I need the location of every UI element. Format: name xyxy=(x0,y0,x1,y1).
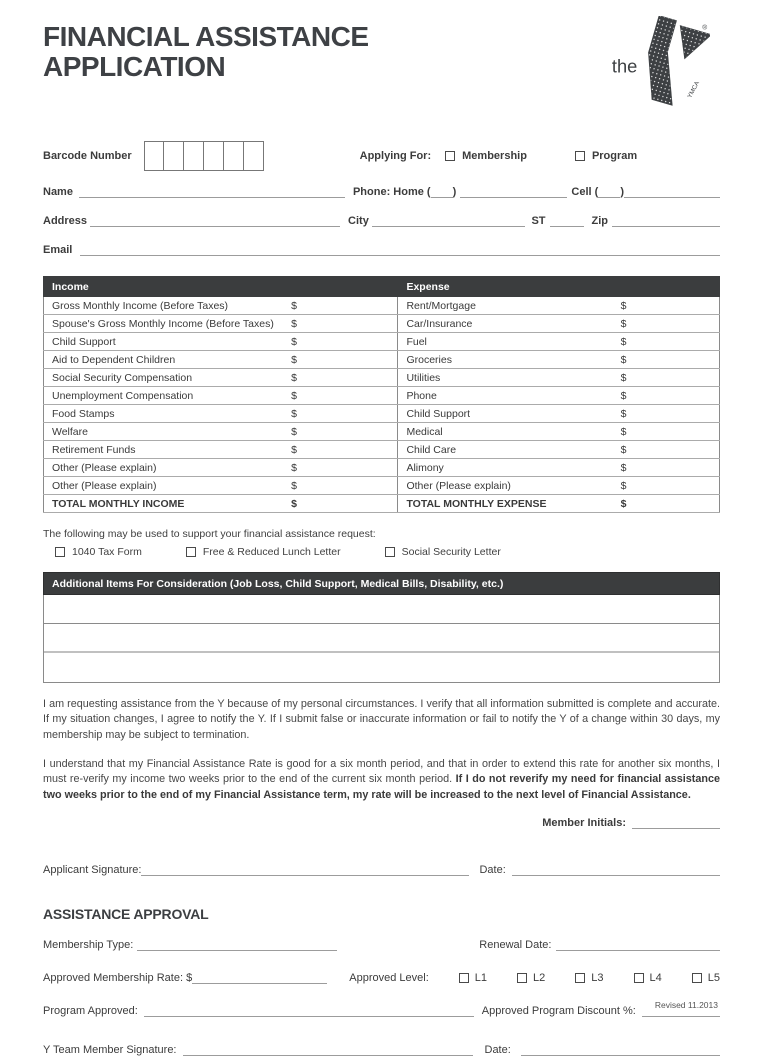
phone-home-paren: ) xyxy=(452,186,457,198)
email-input-line[interactable] xyxy=(80,243,720,256)
income-amount-cell[interactable]: $ xyxy=(283,351,398,369)
expense-amount-cell[interactable]: $ xyxy=(613,387,720,405)
expense-item-label: Rent/Mortgage xyxy=(398,297,613,315)
table-row xyxy=(44,369,720,387)
address-row xyxy=(43,214,720,227)
income-column-header: Income xyxy=(44,277,398,297)
title-line-1: FINANCIAL ASSISTANCE xyxy=(43,21,369,52)
level-l5-checkbox[interactable] xyxy=(692,973,702,983)
expense-amount-cell[interactable]: $ xyxy=(613,423,720,441)
name-input-line[interactable] xyxy=(79,185,345,198)
team-signature-label: Y Team Member Signature: xyxy=(43,1043,177,1056)
address-input-line[interactable] xyxy=(90,214,340,227)
approval-date-label: Date: xyxy=(484,1043,511,1056)
additional-items-line[interactable] xyxy=(44,624,719,653)
signature-date-line[interactable] xyxy=(512,863,720,876)
income-amount-cell[interactable]: $ xyxy=(283,297,398,315)
income-item-label: Social Security Compensation xyxy=(44,369,284,387)
zip-label: Zip xyxy=(591,215,608,227)
additional-items-header: Additional Items For Consideration (Job Loss, Child Support, Medical Bills, Disability, etc.) xyxy=(43,572,720,595)
st-label: ST xyxy=(531,215,546,227)
assistance-approval-title: ASSISTANCE APPROVAL xyxy=(43,905,209,922)
income-item-label: Child Support xyxy=(44,333,284,351)
table-row xyxy=(44,387,720,405)
approved-rate-label: Approved Membership Rate: $ xyxy=(43,971,193,984)
expense-column-header: Expense xyxy=(398,277,720,297)
program-label: Program xyxy=(591,150,638,162)
expense-amount-cell[interactable]: $ xyxy=(613,351,720,369)
lunch-letter-checkbox[interactable] xyxy=(186,547,196,557)
level-l1-label: L1 xyxy=(474,971,487,984)
additional-items-line[interactable] xyxy=(44,595,719,624)
level-l4-checkbox[interactable] xyxy=(634,973,644,983)
barcode-box[interactable] xyxy=(184,141,204,171)
level-l5-label: L5 xyxy=(707,971,720,984)
renewal-date-label: Renewal Date: xyxy=(479,938,552,951)
declaration-paragraph-1: I am requesting assistance from the Y because of my personal circumstances. I verify that all information submitted is complete and accurate. If my situation changes, I agree to notify the Y. If I submit false or inaccurate information or fail to notify the Y of a change within 30 days, my membership may be subject to termination. xyxy=(43,698,720,741)
svg-text:®: ® xyxy=(702,24,708,32)
income-item-label: Unemployment Compensation xyxy=(44,387,284,405)
table-total-row xyxy=(44,495,720,513)
city-label: City xyxy=(348,215,369,227)
program-discount-label: Approved Program Discount %: xyxy=(481,1004,636,1017)
expense-amount-cell[interactable]: $ xyxy=(613,369,720,387)
expense-amount-cell[interactable]: $ xyxy=(613,441,720,459)
income-amount-cell[interactable]: $ xyxy=(283,405,398,423)
level-l5-option[interactable] xyxy=(692,972,720,984)
income-amount-cell[interactable]: $ xyxy=(283,441,398,459)
level-l3-label: L3 xyxy=(591,971,604,984)
expense-item-label: Car/Insurance xyxy=(398,315,613,333)
income-amount-cell[interactable]: $ xyxy=(283,333,398,351)
barcode-box[interactable] xyxy=(144,141,164,171)
name-label: Name xyxy=(43,186,73,198)
declaration-2-bold: If I do not reverify my need for financial assistance two weeks prior to the end of my Financial Assistance term, my rate will be increased to the next level of Financial Assistance. xyxy=(43,773,720,801)
program-approved-row xyxy=(43,1004,720,1017)
level-l2-checkbox[interactable] xyxy=(517,973,527,983)
income-item-label: Other (Please explain) xyxy=(44,477,284,495)
level-l1-checkbox[interactable] xyxy=(459,973,469,983)
svg-text:the: the xyxy=(611,55,638,77)
income-item-label: Other (Please explain) xyxy=(44,459,284,477)
membership-checkbox[interactable] xyxy=(445,151,455,161)
ss-letter-checkbox[interactable] xyxy=(385,547,395,557)
income-amount-cell[interactable]: $ xyxy=(283,387,398,405)
table-row xyxy=(44,405,720,423)
income-item-label: Food Stamps xyxy=(44,405,284,423)
level-l4-label: L4 xyxy=(649,971,662,984)
declaration-2-normal: I understand that my Financial Assistance Rate is good for a six month period, and that in order to extend this rate for another six months, I must re-verify my income two weeks prior to the end of the current six month period. xyxy=(43,757,720,786)
tax-form-checkbox[interactable] xyxy=(55,547,65,557)
expense-item-label: Phone xyxy=(398,387,613,405)
barcode-box[interactable] xyxy=(244,141,264,171)
revision-note: Revised 11.2013 xyxy=(654,1000,718,1010)
membership-label: Membership xyxy=(462,150,527,162)
signature-date-label: Date: xyxy=(479,863,506,876)
city-input-line[interactable] xyxy=(372,214,526,227)
member-initials-row xyxy=(43,816,720,829)
supporting-docs-intro: The following may be used to support your financial assistance request: xyxy=(43,528,376,540)
declaration-paragraph-2 xyxy=(43,757,720,803)
approved-levels-group xyxy=(429,972,720,984)
cell-label: Cell ( xyxy=(571,186,599,198)
expense-amount-cell[interactable]: $ xyxy=(613,333,720,351)
team-signature-row xyxy=(43,1043,720,1056)
st-input-line[interactable] xyxy=(550,214,584,227)
income-total-label: TOTAL MONTHLY INCOME xyxy=(44,495,284,513)
expense-item-label: Other (Please explain) xyxy=(398,477,613,495)
income-item-label: Aid to Dependent Children xyxy=(44,351,284,369)
expense-item-label: Child Support xyxy=(398,405,613,423)
level-l3-option[interactable] xyxy=(575,972,603,984)
expense-amount-cell[interactable]: $ xyxy=(613,315,720,333)
ss-letter-option[interactable] xyxy=(385,546,501,558)
form-header xyxy=(43,22,720,113)
address-label: Address xyxy=(43,215,88,227)
supporting-docs-section xyxy=(43,528,720,558)
level-l3-checkbox[interactable] xyxy=(575,973,585,983)
expense-amount-cell[interactable]: $ xyxy=(613,477,720,495)
income-total-cell[interactable]: $ xyxy=(283,495,398,513)
expense-total-cell[interactable]: $ xyxy=(613,495,720,513)
additional-items-line[interactable] xyxy=(44,653,719,682)
program-approved-label: Program Approved: xyxy=(43,1004,138,1017)
lunch-letter-option[interactable] xyxy=(186,546,341,558)
applicant-signature-row xyxy=(43,863,720,876)
applicant-signature-line[interactable] xyxy=(141,863,469,876)
program-approved-line[interactable] xyxy=(144,1004,474,1017)
income-amount-cell[interactable]: $ xyxy=(283,423,398,441)
membership-type-row xyxy=(43,938,720,951)
tax-form-label: 1040 Tax Form xyxy=(72,546,142,558)
table-row xyxy=(44,441,720,459)
income-expense-table xyxy=(43,276,720,513)
membership-type-line[interactable] xyxy=(137,938,337,951)
expense-item-label: Groceries xyxy=(398,351,613,369)
barcode-box[interactable] xyxy=(204,141,224,171)
barcode-box[interactable] xyxy=(164,141,184,171)
membership-option[interactable] xyxy=(445,150,527,162)
applicant-signature-label: Applicant Signature: xyxy=(43,863,142,876)
approved-rate-line[interactable] xyxy=(192,971,326,984)
table-row xyxy=(44,333,720,351)
membership-type-label: Membership Type: xyxy=(43,938,134,951)
zip-input-line[interactable] xyxy=(612,214,720,227)
name-phone-row xyxy=(43,185,720,198)
tax-form-option[interactable] xyxy=(55,546,142,558)
email-row xyxy=(43,243,720,256)
expense-amount-cell[interactable]: $ xyxy=(613,459,720,477)
supporting-docs-options xyxy=(55,546,720,558)
table-row xyxy=(44,423,720,441)
home-area-code-line[interactable] xyxy=(431,185,453,198)
table-row xyxy=(44,297,720,315)
table-header-row xyxy=(44,277,720,297)
approved-rate-row xyxy=(43,971,720,984)
program-option[interactable] xyxy=(575,150,637,162)
income-item-label: Gross Monthly Income (Before Taxes) xyxy=(44,297,284,315)
email-label: Email xyxy=(43,244,73,256)
cell-phone-line[interactable] xyxy=(624,185,720,198)
member-initials-label: Member Initials: xyxy=(542,816,626,829)
team-signature-line[interactable] xyxy=(183,1043,473,1056)
expense-item-label: Utilities xyxy=(398,369,613,387)
level-l2-label: L2 xyxy=(533,971,546,984)
table-row xyxy=(44,459,720,477)
expense-amount-cell[interactable]: $ xyxy=(613,297,720,315)
table-row xyxy=(44,477,720,495)
approval-date-line[interactable] xyxy=(521,1043,720,1056)
page-title xyxy=(43,22,369,81)
level-l2-option[interactable] xyxy=(517,972,545,984)
cell-area-code-line[interactable] xyxy=(598,185,620,198)
ss-letter-label: Social Security Letter xyxy=(401,546,501,558)
income-item-label: Spouse's Gross Monthly Income (Before Taxes) xyxy=(44,315,284,333)
expense-item-label: Medical xyxy=(398,423,613,441)
expense-item-label: Child Care xyxy=(398,441,613,459)
table-row xyxy=(44,315,720,333)
svg-text:YMCA: YMCA xyxy=(686,80,702,100)
barcode-row xyxy=(43,141,720,171)
applying-for-group xyxy=(360,150,638,162)
program-checkbox[interactable] xyxy=(575,151,585,161)
level-l4-option[interactable] xyxy=(634,972,662,984)
renewal-date-line[interactable] xyxy=(556,938,720,951)
level-l1-option[interactable] xyxy=(459,972,487,984)
income-amount-cell[interactable]: $ xyxy=(283,369,398,387)
income-amount-cell[interactable]: $ xyxy=(283,459,398,477)
barcode-label: Barcode Number xyxy=(43,150,132,162)
ymca-y-icon xyxy=(610,16,710,108)
expense-total-label: TOTAL MONTHLY EXPENSE xyxy=(398,495,613,513)
approved-level-label: Approved Level: xyxy=(349,971,429,984)
title-line-2: APPLICATION xyxy=(43,50,226,82)
expense-item-label: Fuel xyxy=(398,333,613,351)
income-amount-cell[interactable]: $ xyxy=(283,315,398,333)
phone-home-label: Phone: Home ( xyxy=(352,186,431,198)
additional-items-box[interactable] xyxy=(43,595,720,683)
barcode-boxes[interactable] xyxy=(144,141,264,171)
lunch-letter-label: Free & Reduced Lunch Letter xyxy=(202,546,341,558)
cell-paren: ) xyxy=(620,186,624,198)
income-item-label: Welfare xyxy=(44,423,284,441)
barcode-box[interactable] xyxy=(224,141,244,171)
member-initials-line[interactable] xyxy=(632,816,720,829)
applying-for-label: Applying For: xyxy=(359,150,432,162)
table-row xyxy=(44,351,720,369)
income-amount-cell[interactable]: $ xyxy=(283,477,398,495)
home-phone-line[interactable] xyxy=(460,185,567,198)
ymca-logo xyxy=(610,16,710,113)
income-item-label: Retirement Funds xyxy=(44,441,284,459)
expense-item-label: Alimony xyxy=(398,459,613,477)
expense-amount-cell[interactable]: $ xyxy=(613,405,720,423)
